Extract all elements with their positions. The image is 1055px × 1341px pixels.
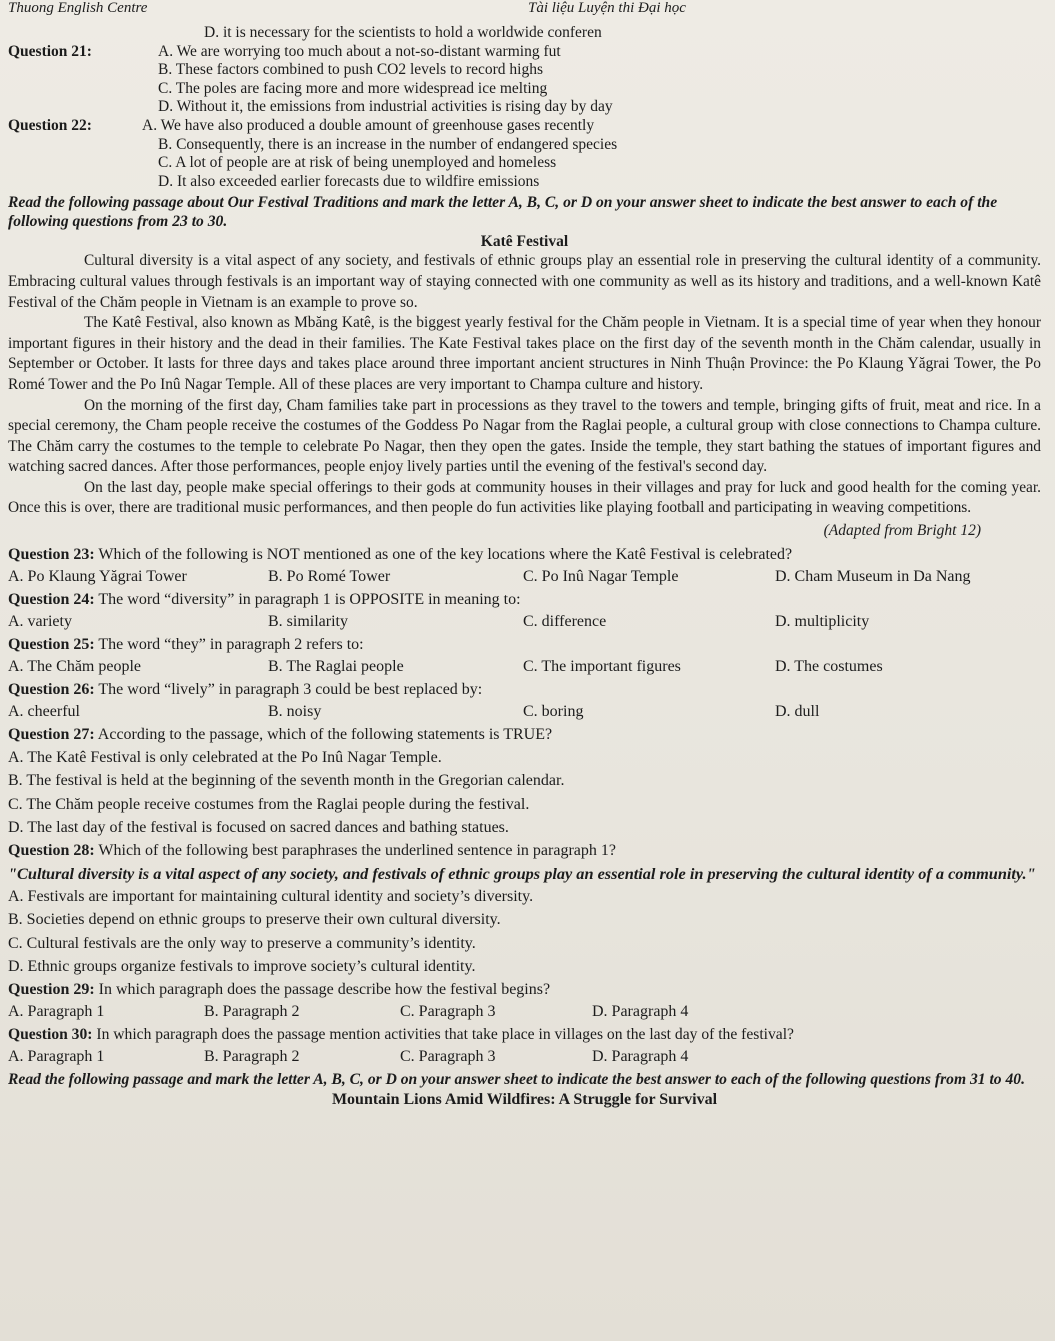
reading-instruction: Read the following passage about Our Festival Traditions and mark the letter A, B, C, or D on your answer sheet to indicate the best answer to each of the following questions from 23 to 30.	[8, 194, 998, 231]
passage-title: Katê Festival	[480, 233, 569, 251]
question-25: Question 25: The word “they” in paragraph 2 refers to: A. The Chăm people B. The Raglai people C. The important figures D. The costumes	[8, 633, 1041, 678]
option-line: C. The poles are facing more and more widespread ice melting	[158, 79, 548, 97]
option-d[interactable]: D. Paragraph 4	[592, 1048, 689, 1066]
paragraph-1: Cultural diversity is a vital aspect of any society, and festivals of ethnic groups play an essential role in preserving the cultural identity of a community. Embracing cultural values through festivals is an important way of staying connected with one community as well as its history and traditions, and a well-known Katê Festival of the Chăm people in Vietnam is an example to prove so.	[8, 252, 1041, 311]
option-c[interactable]: C. boring	[523, 703, 584, 721]
option-a[interactable]: A. The Chăm people	[8, 658, 142, 676]
question-24: Question 24: The word “diversity” in paragraph 1 is OPPOSITE in meaning to: A. variety B. similarity C. difference D. multiplicity	[8, 588, 1041, 633]
option-line: B. These factors combined to push CO2 levels to record highs	[158, 61, 543, 79]
option-b[interactable]: B. Po Romé Tower	[268, 568, 391, 586]
option-c[interactable]: C. Po Inû Nagar Temple	[523, 568, 679, 586]
centre-name: Thuong English Centre	[8, 0, 148, 16]
question-21: Question 21: A. We are worrying too much about a not-so-distant warming fut	[8, 42, 561, 60]
option-d[interactable]: D. The costumes	[775, 658, 883, 676]
option-a[interactable]: A. variety	[8, 613, 72, 631]
paragraph-2: The Katê Festival, also known as Mbăng Katê, is the biggest yearly festival for the Chăm people in Vietnam. It is a special time of year when they honour important figures in their history and the dead in their families. The Kate Festival takes place on the first day of the seventh month in the Chăm calendar, usually in September or October. It lasts for three days and takes place around three important ancient structures in Ninh Thuận Province: the Po Klaung Yăgrai Tower, the Po Romé Tower and the Po Inû Nagar Temple. All of these places are very important to Champa culture and history.	[8, 314, 1041, 393]
page-header	[8, 0, 1041, 24]
option-a[interactable]: A. Po Klaung Yăgrai Tower	[8, 568, 187, 586]
option-line: D. It also exceeded earlier forecasts due to wildfire emissions	[158, 172, 540, 190]
option-a[interactable]: A. The Katê Festival is only celebrated at the Po Inû Nagar Temple.	[8, 749, 442, 767]
option-b[interactable]: B. Societies depend on ethnic groups to preserve their own cultural diversity.	[8, 911, 501, 929]
option-a[interactable]: A. Paragraph 1	[8, 1003, 105, 1021]
option-c[interactable]: C. difference	[523, 613, 607, 631]
option-d[interactable]: D. Cham Museum in Da Nang	[775, 568, 971, 586]
option-d[interactable]: D. Paragraph 4	[592, 1003, 689, 1021]
paragraph-3: On the morning of the first day, Cham families take part in processions as they travel to the towers and temple, bringing gifts of fruit, meat and rice. In a special ceremony, the Cham people receive the costumes of the Goddess Po Nagar from the Raglai people, a cultural group with close connections to Champa culture. The Chăm carry the costumes to the temple to celebrate Po Nagar, then they open the gates. Inside the temple, they start bathing the statues of important figures and watching sacred dances. After those performances, people enjoy lively parties until the evening of the festival's second day.	[8, 396, 1041, 476]
question-26: Question 26: The word “lively” in paragraph 3 could be best replaced by: A. cheerful B. noisy C. boring D. dull	[8, 678, 1041, 723]
question-29: Question 29: In which paragraph does the passage describe how the festival begins? A. Paragraph 1 B. Paragraph 2 C. Paragraph 3 D. Paragraph 4	[8, 978, 1041, 1023]
question-27: Question 27: According to the passage, which of the following statements is TRUE? A. The Katê Festival is only celebrated at the Po Inû Nagar Temple. B. The festival is held at the beginning of the seventh month in the Gregorian calendar. C. The Chăm people receive costumes from the Raglai people during the festival. D. The last day of the festival is focused on sacred dances and bathing statues.	[8, 723, 1041, 839]
option-b[interactable]: B. noisy	[268, 703, 322, 721]
reading-instruction-2: Read the following passage and mark the letter A, B, C, or D on your answer sheet to indicate the best answer to each of the following questions from 31 to 40.	[8, 1071, 1025, 1089]
option-line: B. Consequently, there is an increase in the number of endangered species	[158, 135, 618, 153]
option-line: D. it is necessary for the scientists to hold a worldwide conferen	[204, 24, 602, 41]
option-b[interactable]: B. similarity	[268, 613, 348, 631]
option-c[interactable]: C. The important figures	[523, 658, 681, 676]
option-d[interactable]: D. The last day of the festival is focused on sacred dances and bathing statues.	[8, 818, 509, 836]
question-28: Question 28: Which of the following best paraphrases the underlined sentence in paragraph 1? "Cultural diversity is a vital aspect of any society, and festivals of ethnic groups play an essential role in preserving the cultural identity of a community." A. Festivals are important for maintaining cultural identity and society’s diversity. B. Societies depend on ethnic groups to preserve their own cultural diversity. C. Cultural festivals are the only way to preserve a community’s identity. D. Ethnic groups organize festivals to improve society’s cultural identity.	[8, 839, 1041, 978]
option-c[interactable]: C. Paragraph 3	[400, 1048, 496, 1066]
next-passage-title: Mountain Lions Amid Wildfires: A Struggle for Survival	[331, 1091, 718, 1109]
question-23: Question 23: Which of the following is NOT mentioned as one of the key locations where the Katê Festival is celebrated? A. Po Klaung Yăgrai Tower B. Po Romé Tower C. Po Inû Nagar Temple D. Cham Museum in Da Nang	[8, 543, 1041, 588]
material-title: Tài liệu Luyện thi Đại học	[528, 0, 686, 16]
option-c[interactable]: C. The Chăm people receive costumes from the Raglai people during the festival.	[8, 795, 530, 813]
option-c[interactable]: C. Cultural festivals are the only way to preserve a community’s identity.	[8, 934, 476, 952]
option-b[interactable]: B. Paragraph 2	[204, 1003, 300, 1021]
previous-questions	[8, 24, 1041, 191]
option-b[interactable]: B. Paragraph 2	[204, 1048, 300, 1066]
quoted-sentence: "Cultural diversity is a vital aspect of any society, and festivals of ethnic groups play an essential role in preserving the cultural identity of a community."	[8, 864, 1036, 884]
option-b[interactable]: B. The festival is held at the beginning of the seventh month in the Gregorian calendar.	[8, 772, 565, 790]
option-c[interactable]: C. Paragraph 3	[400, 1003, 496, 1021]
option-line: D. Without it, the emissions from industrial activities is rising day by day	[158, 98, 613, 116]
option-d[interactable]: D. dull	[775, 703, 820, 721]
option-d[interactable]: D. multiplicity	[775, 613, 870, 631]
option-a[interactable]: A. cheerful	[8, 703, 80, 721]
passage	[8, 251, 1041, 519]
option-b[interactable]: B. The Raglai people	[268, 658, 404, 676]
option-d[interactable]: D. Ethnic groups organize festivals to improve society’s cultural identity.	[8, 957, 476, 975]
option-line: C. A lot of people are at risk of being unemployed and homeless	[158, 154, 557, 172]
option-a[interactable]: A. Festivals are important for maintaining cultural identity and society’s diversity.	[8, 888, 534, 906]
passage-source: (Adapted from Bright 12)	[823, 522, 981, 540]
paragraph-4: On the last day, people make special offerings to their gods at community houses in their villages and pray for luck and good health for the coming year. Once this is over, there are traditional music performances, and then people do fun activities like playing football and participating in weaving competitions.	[8, 478, 1041, 517]
question-30: Question 30: In which paragraph does the passage mention activities that take place in villages on the last day of the festival? A. Paragraph 1 B. Paragraph 2 C. Paragraph 3 D. Paragraph 4	[8, 1023, 1041, 1068]
question-22: Question 22: A. We have also produced a double amount of greenhouse gases recently	[8, 116, 595, 134]
option-a[interactable]: A. Paragraph 1	[8, 1048, 105, 1066]
